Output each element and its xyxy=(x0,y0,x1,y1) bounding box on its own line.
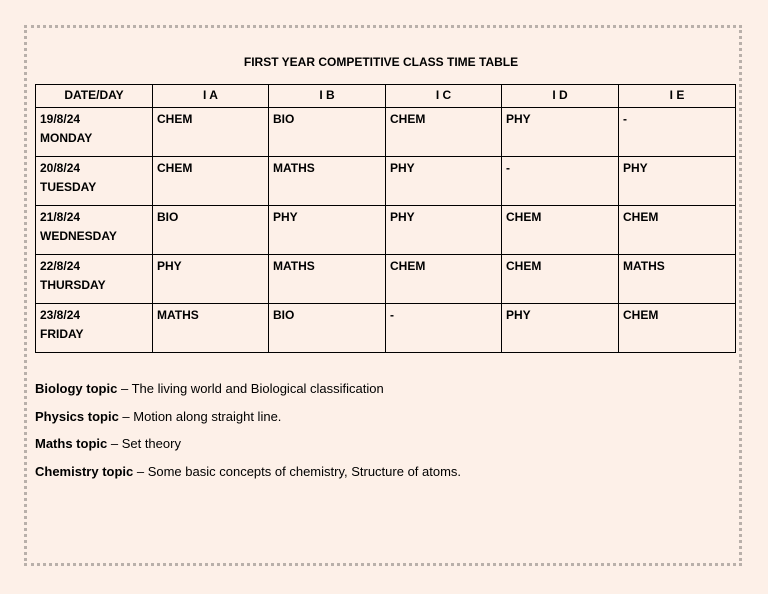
topic-biology xyxy=(35,378,461,406)
subject-cell: CHEM xyxy=(153,108,269,157)
header-row xyxy=(36,85,736,108)
table-row xyxy=(36,255,736,304)
header-class-ie: I E xyxy=(619,85,736,108)
day: FRIDAY xyxy=(40,327,84,341)
subject-cell: BIO xyxy=(153,206,269,255)
table-row xyxy=(36,304,736,353)
topic-text: – Motion along straight line. xyxy=(118,408,282,424)
subject-cell: PHY xyxy=(502,108,619,157)
topics-list xyxy=(35,378,461,489)
topic-label: Biology topic xyxy=(35,381,118,396)
subject-cell: CHEM xyxy=(502,206,619,255)
header-class-ic: I C xyxy=(386,85,502,108)
day: WEDNESDAY xyxy=(40,229,117,243)
subject-cell: PHY xyxy=(619,157,736,206)
topic-physics xyxy=(35,406,461,434)
table-row xyxy=(36,108,736,157)
day: THURSDAY xyxy=(40,278,106,292)
date: 23/8/24 xyxy=(40,308,81,322)
topic-text: – The living world and Biological classification xyxy=(117,381,384,396)
subject-cell: MATHS xyxy=(269,157,386,206)
topic-maths xyxy=(35,433,461,461)
date: 21/8/24 xyxy=(40,210,81,224)
header-class-ia: I A xyxy=(153,85,269,108)
subject-cell: CHEM xyxy=(386,108,502,157)
subject-cell: PHY xyxy=(153,255,269,304)
date: 20/8/24 xyxy=(40,161,81,175)
topic-text: – Set theory xyxy=(107,436,181,452)
topic-chemistry xyxy=(35,461,461,489)
topic-label: Chemistry topic xyxy=(35,464,134,480)
day: MONDAY xyxy=(40,131,93,145)
topic-label: Physics topic xyxy=(35,408,119,424)
topic-text: – Some basic concepts of chemistry, Structure of atoms. xyxy=(133,464,462,480)
date-cell xyxy=(36,157,153,206)
page-title: FIRST YEAR COMPETITIVE CLASS TIME TABLE xyxy=(243,55,519,69)
subject-cell: PHY xyxy=(502,304,619,353)
date: 19/8/24 xyxy=(40,112,81,126)
table-row xyxy=(36,206,736,255)
date-cell xyxy=(36,108,153,157)
subject-cell: MATHS xyxy=(269,255,386,304)
subject-cell: - xyxy=(386,304,502,353)
subject-cell: PHY xyxy=(386,206,502,255)
topic-label: Maths topic xyxy=(35,436,108,452)
subject-cell: CHEM xyxy=(153,157,269,206)
subject-cell: CHEM xyxy=(619,304,736,353)
subject-cell: - xyxy=(502,157,619,206)
subject-cell: - xyxy=(619,108,736,157)
date-cell xyxy=(36,206,153,255)
header-class-ib: I B xyxy=(269,85,386,108)
subject-cell: CHEM xyxy=(386,255,502,304)
subject-cell: CHEM xyxy=(502,255,619,304)
subject-cell: MATHS xyxy=(153,304,269,353)
table-row xyxy=(36,157,736,206)
timetable xyxy=(35,84,736,353)
subject-cell: PHY xyxy=(269,206,386,255)
date-cell xyxy=(36,304,153,353)
subject-cell: CHEM xyxy=(619,206,736,255)
subject-cell: BIO xyxy=(269,108,386,157)
day: TUESDAY xyxy=(40,180,97,194)
subject-cell: MATHS xyxy=(619,255,736,304)
subject-cell: PHY xyxy=(386,157,502,206)
date: 22/8/24 xyxy=(40,259,81,273)
header-date-day: DATE/DAY xyxy=(36,85,153,108)
header-class-id: I D xyxy=(502,85,619,108)
subject-cell: BIO xyxy=(269,304,386,353)
date-cell xyxy=(36,255,153,304)
